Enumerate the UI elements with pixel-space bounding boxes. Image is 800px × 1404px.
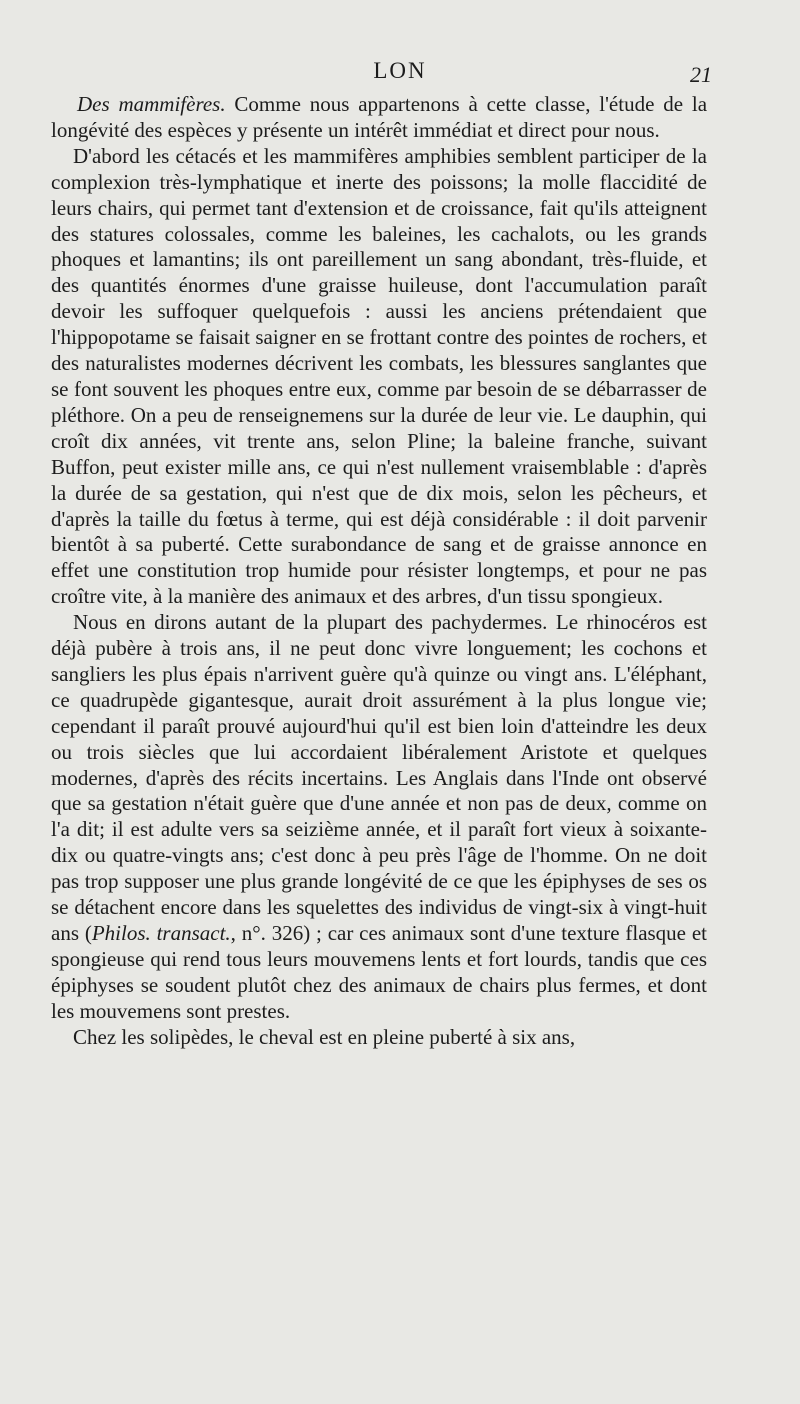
citation-italic: Philos. transact. (91, 921, 231, 945)
paragraph-text-continued: , n°. 326) ; car ces animaux sont d'une texture flasque et spongieuse qui rend tous leurs mouvemens lents et fort lourds, tandis que ces épiphyses se soudent plutôt chez des animaux de chairs plus fermes, et dont les mouvemens sont prestes. (51, 921, 707, 1023)
paragraph-mammiferes (51, 92, 707, 144)
paragraph-text: Nous en dirons autant de la plupart des pachydermes. Le rhinocéros est déjà pubère à trois ans, il ne peut donc vivre longuement; les cochons et sangliers les plus épais n'arrivent guère qu'à quinze ou vingt ans. L'éléphant, ce quadrupède gigantesque, aurait droit assurément à la plus longue vie; cependant il paraît prouvé aujourd'hui qu'il est bien loin d'atteindre les deux ou trois siècles que lui accordaient libéralement Aristote et quelques modernes, d'après des récits incertains. Les Anglais dans l'Inde ont observé que sa gestation n'était guère que d'une année et non pas de deux, comme on l'a dit; il est adulte vers sa seizième année, et il paraît fort vieux à soixante-dix ou quatre-vingts ans; c'est donc à peu près l'âge de l'homme. On ne doit pas trop supposer une plus grande longévité de ce que les épiphyses de ses os se détachent encore dans les squelettes des individus de vingt-six à vingt-huit ans ( (51, 610, 707, 945)
paragraph-pachydermes (51, 610, 707, 1025)
body-text (51, 92, 707, 1051)
paragraph-cetaces (51, 144, 707, 610)
page-header (0, 58, 800, 92)
paragraph-solipedes (51, 1025, 707, 1051)
paragraph-text: D'abord les cétacés et les mammifères amphibies semblent participer de la complexion très-lymphatique et inerte des poissons; la molle flaccidité de leurs chairs, qui permet tant d'extension et de croissance, fait qu'ils atteignent des statures colossales, comme les baleines, les cachalots, ou les grands phoques et lamantins; ils ont pareillement un sang abondant, très-fluide, et des quantités énormes d'une graisse huileuse, dont l'accumulation paraît devoir les suffoquer quelquefois : aussi les anciens prétendaient que l'hippopotame se faisait saigner en se frottant contre des pointes de rochers, et des naturalistes modernes décrivent les combats, les blessures sanglantes que se font souvent les phoques entre eux, comme par besoin de se débarrasser de pléthore. On a peu de renseignemens sur la durée de leur vie. Le dauphin, qui croît dix années, vit trente ans, selon Pline; la baleine franche, suivant Buffon, peut exister mille ans, ce qui n'est nullement vraisemblable : d'après la durée de sa gestation, qui n'est que de dix mois, selon les pêcheurs, et d'après la taille du fœtus à terme, qui est déjà considérable : il doit parvenir bientôt à sa puberté. Cette surabondance de sang et de graisse annonce en effet une constitution trop humide pour résister longtemps, et pour ne pas croître vite, à la manière des animaux et des arbres, d'un tissu spongieux. (51, 143, 707, 609)
paragraph-text: Comme nous appartenons à cette classe, l'étude de la longévité des espèces y présente un intérêt immédiat et direct pour nous. (51, 92, 708, 142)
paragraph-text: Chez les solipèdes, le cheval est en pleine puberté à six ans, (73, 1024, 576, 1049)
page-number: 21 (690, 62, 712, 87)
section-heading-italic: Des mammifères. (77, 92, 226, 116)
running-head: LON (373, 58, 427, 83)
